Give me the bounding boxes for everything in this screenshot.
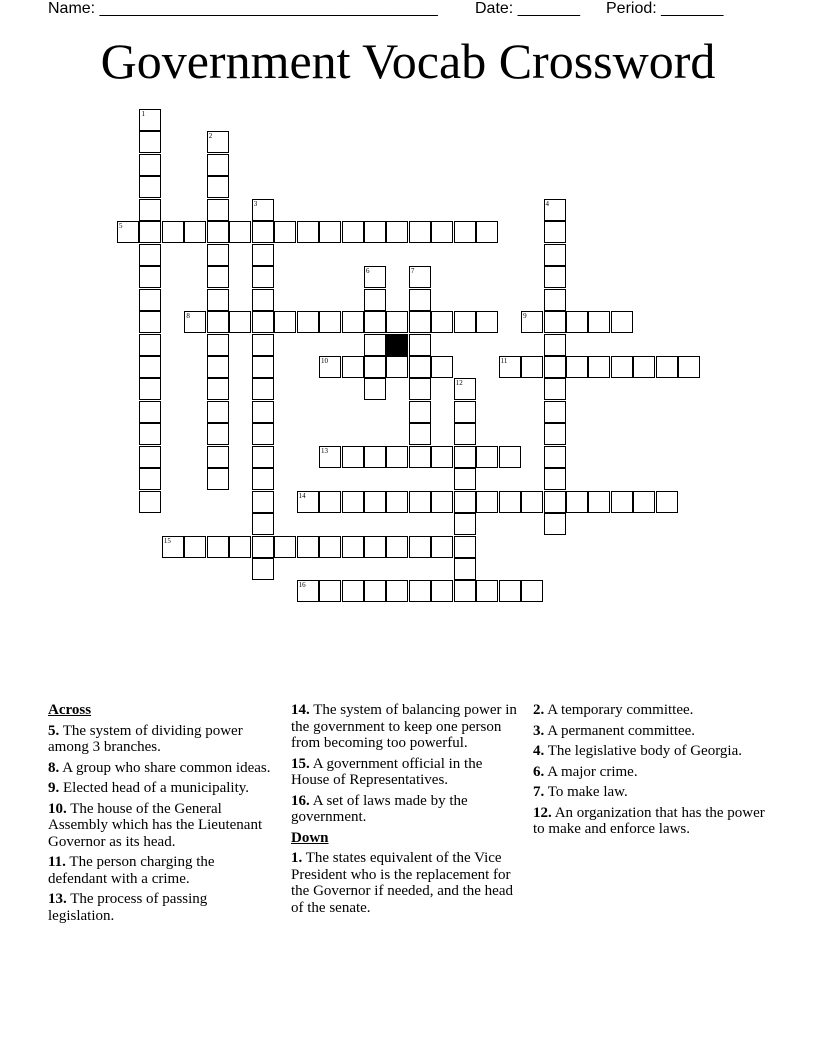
clue-number-label: 4 xyxy=(545,199,550,208)
grid-cell[interactable] xyxy=(274,221,296,243)
grid-cell[interactable] xyxy=(409,446,431,468)
grid-cell[interactable] xyxy=(454,311,476,333)
grid-cell[interactable] xyxy=(409,289,431,311)
clue-down-12: 12. An organization that has the power to make and enforce laws. xyxy=(533,804,765,837)
grid-cell[interactable] xyxy=(544,221,566,243)
grid-cell[interactable] xyxy=(431,311,453,333)
name-field[interactable]: Name: ______________________________________ xyxy=(48,0,438,17)
grid-cell[interactable] xyxy=(207,446,229,468)
grid-cell[interactable] xyxy=(454,401,476,423)
grid-cell[interactable] xyxy=(139,401,161,423)
grid-cell[interactable] xyxy=(431,446,453,468)
down-heading: Down xyxy=(291,829,329,846)
clues-column-3 xyxy=(533,702,773,842)
clue-down-1: 1. The states equivalent of the Vice President who is the replacement for the Governor if needed, and the head of the senate. xyxy=(291,850,513,916)
grid-cell[interactable] xyxy=(207,356,229,378)
clue-down-3: 3. A permanent committee. xyxy=(533,722,696,739)
date-field[interactable]: Date: _______ xyxy=(475,0,580,17)
grid-cell[interactable] xyxy=(588,491,610,513)
grid-cell[interactable] xyxy=(139,378,161,400)
grid-cell[interactable] xyxy=(476,491,498,513)
grid-cell[interactable] xyxy=(139,334,161,356)
clue-number-label: 3 xyxy=(253,199,258,208)
grid-cell[interactable] xyxy=(431,491,453,513)
grid-cell[interactable] xyxy=(566,491,588,513)
period-field[interactable]: Period: _______ xyxy=(606,0,724,17)
grid-cell[interactable] xyxy=(544,378,566,400)
grid-cell[interactable] xyxy=(207,244,229,266)
clue-down-7: 7. To make law. xyxy=(533,784,628,800)
grid-cell[interactable] xyxy=(162,221,184,243)
grid-cell[interactable] xyxy=(342,491,364,513)
clue-number-label: 12 xyxy=(455,379,463,388)
grid-cell[interactable] xyxy=(544,446,566,468)
grid-cell[interactable] xyxy=(184,536,206,558)
grid-cell[interactable] xyxy=(409,536,431,558)
grid-cell[interactable] xyxy=(139,311,161,333)
clue-number-label: 14 xyxy=(298,491,306,500)
clue-number-label: 10 xyxy=(321,356,329,365)
grid-cell[interactable] xyxy=(544,423,566,445)
grid-cell[interactable] xyxy=(409,356,431,378)
grid-cell[interactable] xyxy=(342,580,364,602)
clue-across-16: 16. A set of laws made by the government. xyxy=(291,792,468,825)
grid-cell[interactable] xyxy=(252,221,274,243)
grid-cell[interactable] xyxy=(139,199,161,221)
grid-cell[interactable] xyxy=(521,580,543,602)
grid-cell[interactable] xyxy=(544,491,566,513)
grid-cell[interactable] xyxy=(454,536,476,558)
grid-cell[interactable] xyxy=(476,221,498,243)
grid-cell[interactable] xyxy=(252,356,274,378)
grid-cell[interactable] xyxy=(342,311,364,333)
across-heading: Across xyxy=(48,702,92,718)
grid-cell[interactable] xyxy=(297,221,319,243)
clues-column-2 xyxy=(291,702,523,920)
clue-across-8: 8. A group who share common ideas. xyxy=(48,759,271,776)
grid-cell[interactable] xyxy=(139,244,161,266)
grid-cell[interactable] xyxy=(319,491,341,513)
grid-cell[interactable] xyxy=(364,491,386,513)
clue-across-14: 14. The system of balancing power in the government to keep one person from becoming too powerful. xyxy=(291,702,517,751)
grid-cell[interactable] xyxy=(139,154,161,176)
grid-cell[interactable] xyxy=(207,266,229,288)
grid-cell[interactable] xyxy=(319,536,341,558)
grid-cell[interactable] xyxy=(611,356,633,378)
clue-number-label: 16 xyxy=(298,581,306,590)
grid-cell[interactable] xyxy=(409,311,431,333)
grid-cell[interactable] xyxy=(454,558,476,580)
grid-cell[interactable] xyxy=(297,311,319,333)
clue-number-label: 6 xyxy=(365,267,370,276)
grid-cell[interactable] xyxy=(319,580,341,602)
grid-cell[interactable] xyxy=(678,356,700,378)
grid-cell[interactable] xyxy=(252,244,274,266)
grid-cell[interactable] xyxy=(342,221,364,243)
grid-cell[interactable] xyxy=(386,311,408,333)
grid-cell[interactable] xyxy=(139,266,161,288)
grid-cell[interactable] xyxy=(139,131,161,153)
grid-cell[interactable] xyxy=(364,536,386,558)
grid-cell[interactable] xyxy=(252,513,274,535)
grid-cell[interactable] xyxy=(633,356,655,378)
grid-cell[interactable] xyxy=(252,401,274,423)
grid-cell[interactable] xyxy=(454,491,476,513)
grid-cell[interactable] xyxy=(252,491,274,513)
grid-cell[interactable] xyxy=(656,356,678,378)
grid-cell[interactable] xyxy=(386,536,408,558)
grid-cell[interactable] xyxy=(364,334,386,356)
grid-cell[interactable] xyxy=(252,468,274,490)
grid-cell[interactable] xyxy=(207,289,229,311)
grid-cell[interactable] xyxy=(252,378,274,400)
grid-cell[interactable] xyxy=(139,176,161,198)
grid-cell[interactable] xyxy=(139,491,161,513)
grid-cell[interactable] xyxy=(409,491,431,513)
grid-cell[interactable] xyxy=(364,311,386,333)
grid-cell[interactable] xyxy=(252,311,274,333)
grid-cell[interactable] xyxy=(454,468,476,490)
grid-cell[interactable] xyxy=(229,536,251,558)
grid-cell[interactable] xyxy=(297,536,319,558)
grid-cell[interactable] xyxy=(386,446,408,468)
grid-cell[interactable] xyxy=(454,446,476,468)
grid-cell[interactable] xyxy=(139,423,161,445)
grid-cell[interactable] xyxy=(544,401,566,423)
grid-cell[interactable] xyxy=(544,356,566,378)
grid-cell[interactable] xyxy=(544,311,566,333)
blocked-cell xyxy=(386,334,408,356)
clue-across-5: 5. The system of dividing power among 3 branches. xyxy=(48,722,243,755)
grid-cell[interactable] xyxy=(342,536,364,558)
grid-cell[interactable] xyxy=(364,580,386,602)
grid-cell[interactable] xyxy=(454,423,476,445)
grid-cell[interactable] xyxy=(409,378,431,400)
grid-cell[interactable] xyxy=(207,154,229,176)
grid-cell[interactable] xyxy=(207,334,229,356)
grid-cell[interactable] xyxy=(566,311,588,333)
grid-cell[interactable] xyxy=(364,221,386,243)
grid-cell[interactable] xyxy=(252,289,274,311)
clue-across-13: 13. The process of passing legislation. xyxy=(48,891,208,924)
grid-cell[interactable] xyxy=(207,401,229,423)
grid-cell[interactable] xyxy=(588,356,610,378)
grid-cell[interactable] xyxy=(409,401,431,423)
grid-cell[interactable] xyxy=(521,356,543,378)
grid-cell[interactable] xyxy=(252,558,274,580)
grid-cell[interactable] xyxy=(229,221,251,243)
grid-cell[interactable] xyxy=(229,311,251,333)
clue-number-label: 1 xyxy=(141,110,145,118)
grid-cell[interactable] xyxy=(184,221,206,243)
grid-cell[interactable] xyxy=(611,491,633,513)
clue-down-2: 2. A temporary committee. xyxy=(533,702,694,718)
grid-cell[interactable] xyxy=(139,468,161,490)
clue-across-9: 9. Elected head of a municipality. xyxy=(48,780,250,796)
grid-cell[interactable] xyxy=(431,221,453,243)
page-title: Government Vocab Crossword xyxy=(100,33,716,89)
grid-cell[interactable] xyxy=(476,311,498,333)
clue-number-label: 8 xyxy=(186,312,190,321)
grid-cell[interactable] xyxy=(207,221,229,243)
grid-cell[interactable] xyxy=(409,580,431,602)
grid-cell[interactable] xyxy=(499,491,521,513)
grid-cell[interactable] xyxy=(544,468,566,490)
grid-cell[interactable] xyxy=(431,580,453,602)
grid-cell[interactable] xyxy=(364,378,386,400)
grid-cell[interactable] xyxy=(386,580,408,602)
grid-cell[interactable] xyxy=(386,491,408,513)
grid-cell[interactable] xyxy=(476,446,498,468)
clue-number-label: 11 xyxy=(500,356,508,365)
clue-number-label: 13 xyxy=(321,446,329,455)
grid-cell[interactable] xyxy=(409,334,431,356)
grid-cell[interactable] xyxy=(252,423,274,445)
clue-across-11: 11. The person charging the defendant with a crime. xyxy=(48,854,215,887)
grid-cell[interactable] xyxy=(454,221,476,243)
grid-cell[interactable] xyxy=(611,311,633,333)
grid-cell[interactable] xyxy=(544,289,566,311)
grid-cell[interactable] xyxy=(207,536,229,558)
grid-cell[interactable] xyxy=(544,266,566,288)
grid-cell[interactable] xyxy=(342,356,364,378)
grid-cell[interactable] xyxy=(252,446,274,468)
grid-cell[interactable] xyxy=(656,491,678,513)
grid-cell[interactable] xyxy=(431,356,453,378)
grid-cell[interactable] xyxy=(499,446,521,468)
clue-number-label: 2 xyxy=(208,132,213,141)
clue-across-10: 10. The house of the General Assembly which has the Lieutenant Governor as its head. xyxy=(48,800,263,850)
grid-cell[interactable] xyxy=(139,356,161,378)
grid-cell[interactable] xyxy=(544,513,566,535)
grid-cell[interactable] xyxy=(274,311,296,333)
grid-cell[interactable] xyxy=(544,244,566,266)
grid-cell[interactable] xyxy=(454,580,476,602)
grid-cell[interactable] xyxy=(633,491,655,513)
clue-number-label: 7 xyxy=(410,267,415,276)
grid-cell[interactable] xyxy=(409,221,431,243)
clue-down-4: 4. The legislative body of Georgia. xyxy=(533,743,742,759)
grid-cell[interactable] xyxy=(499,580,521,602)
grid-cell[interactable] xyxy=(207,378,229,400)
grid-cell[interactable] xyxy=(588,311,610,333)
grid-cell[interactable] xyxy=(319,311,341,333)
grid-cell[interactable] xyxy=(476,580,498,602)
grid-cell[interactable] xyxy=(207,311,229,333)
grid-cell[interactable] xyxy=(364,446,386,468)
grid-cell[interactable] xyxy=(386,356,408,378)
grid-cell[interactable] xyxy=(342,446,364,468)
clue-number-label: 9 xyxy=(523,312,527,321)
grid-cell[interactable] xyxy=(409,423,431,445)
grid-cell[interactable] xyxy=(544,334,566,356)
grid-cell[interactable] xyxy=(454,513,476,535)
grid-cell[interactable] xyxy=(252,536,274,558)
grid-cell[interactable] xyxy=(139,221,161,243)
grid-cell[interactable] xyxy=(274,536,296,558)
grid-cell[interactable] xyxy=(207,468,229,490)
grid-cell[interactable] xyxy=(139,446,161,468)
grid-cell[interactable] xyxy=(431,536,453,558)
grid-cell[interactable] xyxy=(364,356,386,378)
grid-cell[interactable] xyxy=(319,221,341,243)
grid-cell[interactable] xyxy=(566,356,588,378)
grid-cell[interactable] xyxy=(521,491,543,513)
grid-cell[interactable] xyxy=(252,266,274,288)
grid-cell[interactable] xyxy=(386,221,408,243)
grid-cell[interactable] xyxy=(207,199,229,221)
clue-number-label: 5 xyxy=(119,222,123,231)
grid-cell[interactable] xyxy=(207,423,229,445)
clue-across-15: 15. A government official in the House of Representatives. xyxy=(291,755,483,788)
grid-cell[interactable] xyxy=(139,289,161,311)
clues-column-1 xyxy=(48,702,276,928)
grid-cell[interactable] xyxy=(207,176,229,198)
grid-cell[interactable] xyxy=(364,289,386,311)
clue-number-label: 15 xyxy=(163,536,171,545)
clue-down-6: 6. A major crime. xyxy=(533,763,638,780)
grid-cell[interactable] xyxy=(252,334,274,356)
